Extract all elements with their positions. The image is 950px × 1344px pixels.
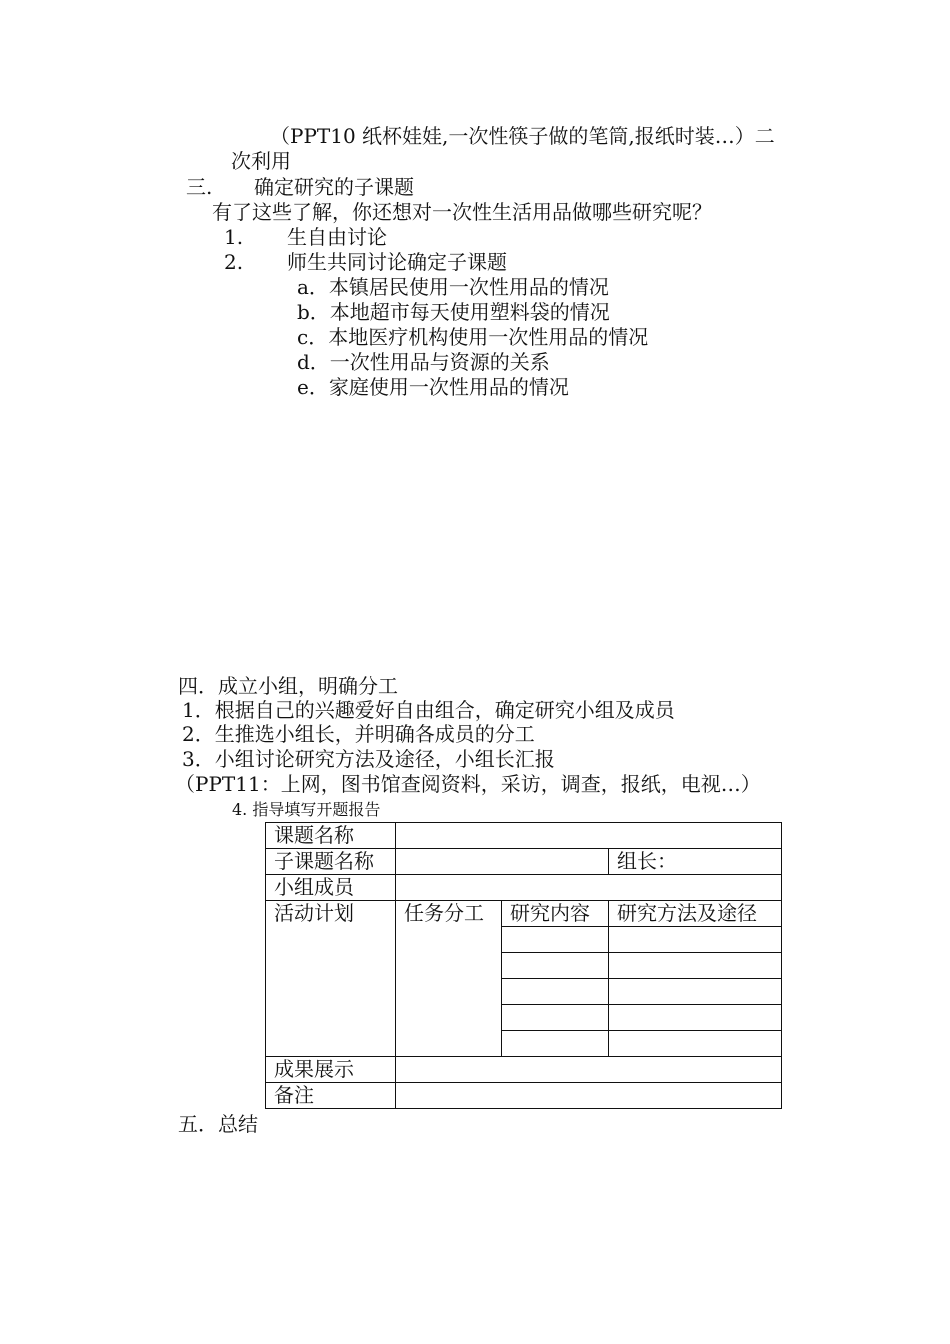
- section4-item-4: 4. 指导填写开题报告: [232, 800, 381, 819]
- step-text: 师生共同讨论确定子课题: [287, 250, 507, 274]
- table-row: [266, 901, 782, 927]
- content-cell: [502, 979, 609, 1005]
- members-label: 小组成员: [266, 875, 396, 901]
- method-cell: [609, 927, 782, 953]
- method-cell: [609, 1005, 782, 1031]
- section3-heading: 确定研究的子课题: [254, 175, 414, 199]
- table-row: [266, 1083, 782, 1109]
- section3-question: 有了这些了解，你还想对一次性生活用品做哪些研究呢？: [212, 200, 712, 224]
- subtopic-name-cell: [396, 849, 609, 875]
- table-row: [266, 823, 782, 849]
- method-cell: [609, 953, 782, 979]
- leader-label: 组长：: [609, 849, 782, 875]
- notes-label: 备注: [266, 1083, 396, 1109]
- results-label: 成果展示: [266, 1057, 396, 1083]
- section5-heading: 五．总结: [178, 1112, 258, 1136]
- research-content-label: 研究内容: [502, 901, 609, 927]
- step-number: 2.: [224, 250, 244, 274]
- notes-cell: [396, 1083, 782, 1109]
- results-cell: [396, 1057, 782, 1083]
- subtopic-item: d．一次性用品与资源的关系: [297, 350, 550, 374]
- research-method-label: 研究方法及途径: [609, 901, 782, 927]
- table-row: [266, 1057, 782, 1083]
- subtopic-item: e．家庭使用一次性用品的情况: [297, 375, 569, 399]
- topic-name-label: 课题名称: [266, 823, 396, 849]
- content-cell: [502, 1031, 609, 1057]
- topic-name-cell: [396, 823, 782, 849]
- ppt10-note-line1: （PPT10 纸杯娃娃,一次性筷子做的笔筒,报纸时装…）二: [270, 124, 775, 148]
- proposal-report-table: [265, 822, 782, 1109]
- subtopic-item: c．本地医疗机构使用一次性用品的情况: [297, 325, 649, 349]
- method-cell: [609, 1031, 782, 1057]
- section4-item: 3．小组讨论研究方法及途径，小组长汇报: [182, 747, 555, 771]
- content-cell: [502, 1005, 609, 1031]
- section4-item: 1．根据自己的兴趣爱好自由组合，确定研究小组及成员: [182, 698, 675, 722]
- ppt10-note-line2: 次利用: [231, 149, 291, 173]
- table-row: [266, 849, 782, 875]
- content-cell: [502, 953, 609, 979]
- ppt11-note: （PPT11：上网，图书馆查阅资料，采访，调查，报纸，电视…）: [175, 772, 761, 796]
- subtopic-item: a．本镇居民使用一次性用品的情况: [297, 275, 609, 299]
- method-cell: [609, 979, 782, 1005]
- step-number: 1.: [224, 225, 244, 249]
- task-division-label: 任务分工: [396, 901, 502, 1057]
- members-cell: [396, 875, 782, 901]
- content-cell: [502, 927, 609, 953]
- activity-plan-label: 活动计划: [266, 901, 396, 1057]
- table-row: [266, 875, 782, 901]
- section4-heading: 四．成立小组，明确分工: [178, 674, 398, 698]
- subtopic-name-label: 子课题名称: [266, 849, 396, 875]
- step-text: 生自由讨论: [287, 225, 387, 249]
- subtopic-item: b．本地超市每天使用塑料袋的情况: [297, 300, 610, 324]
- section4-item: 2．生推选小组长，并明确各成员的分工: [182, 722, 535, 746]
- section3-heading-number: 三.: [186, 175, 213, 199]
